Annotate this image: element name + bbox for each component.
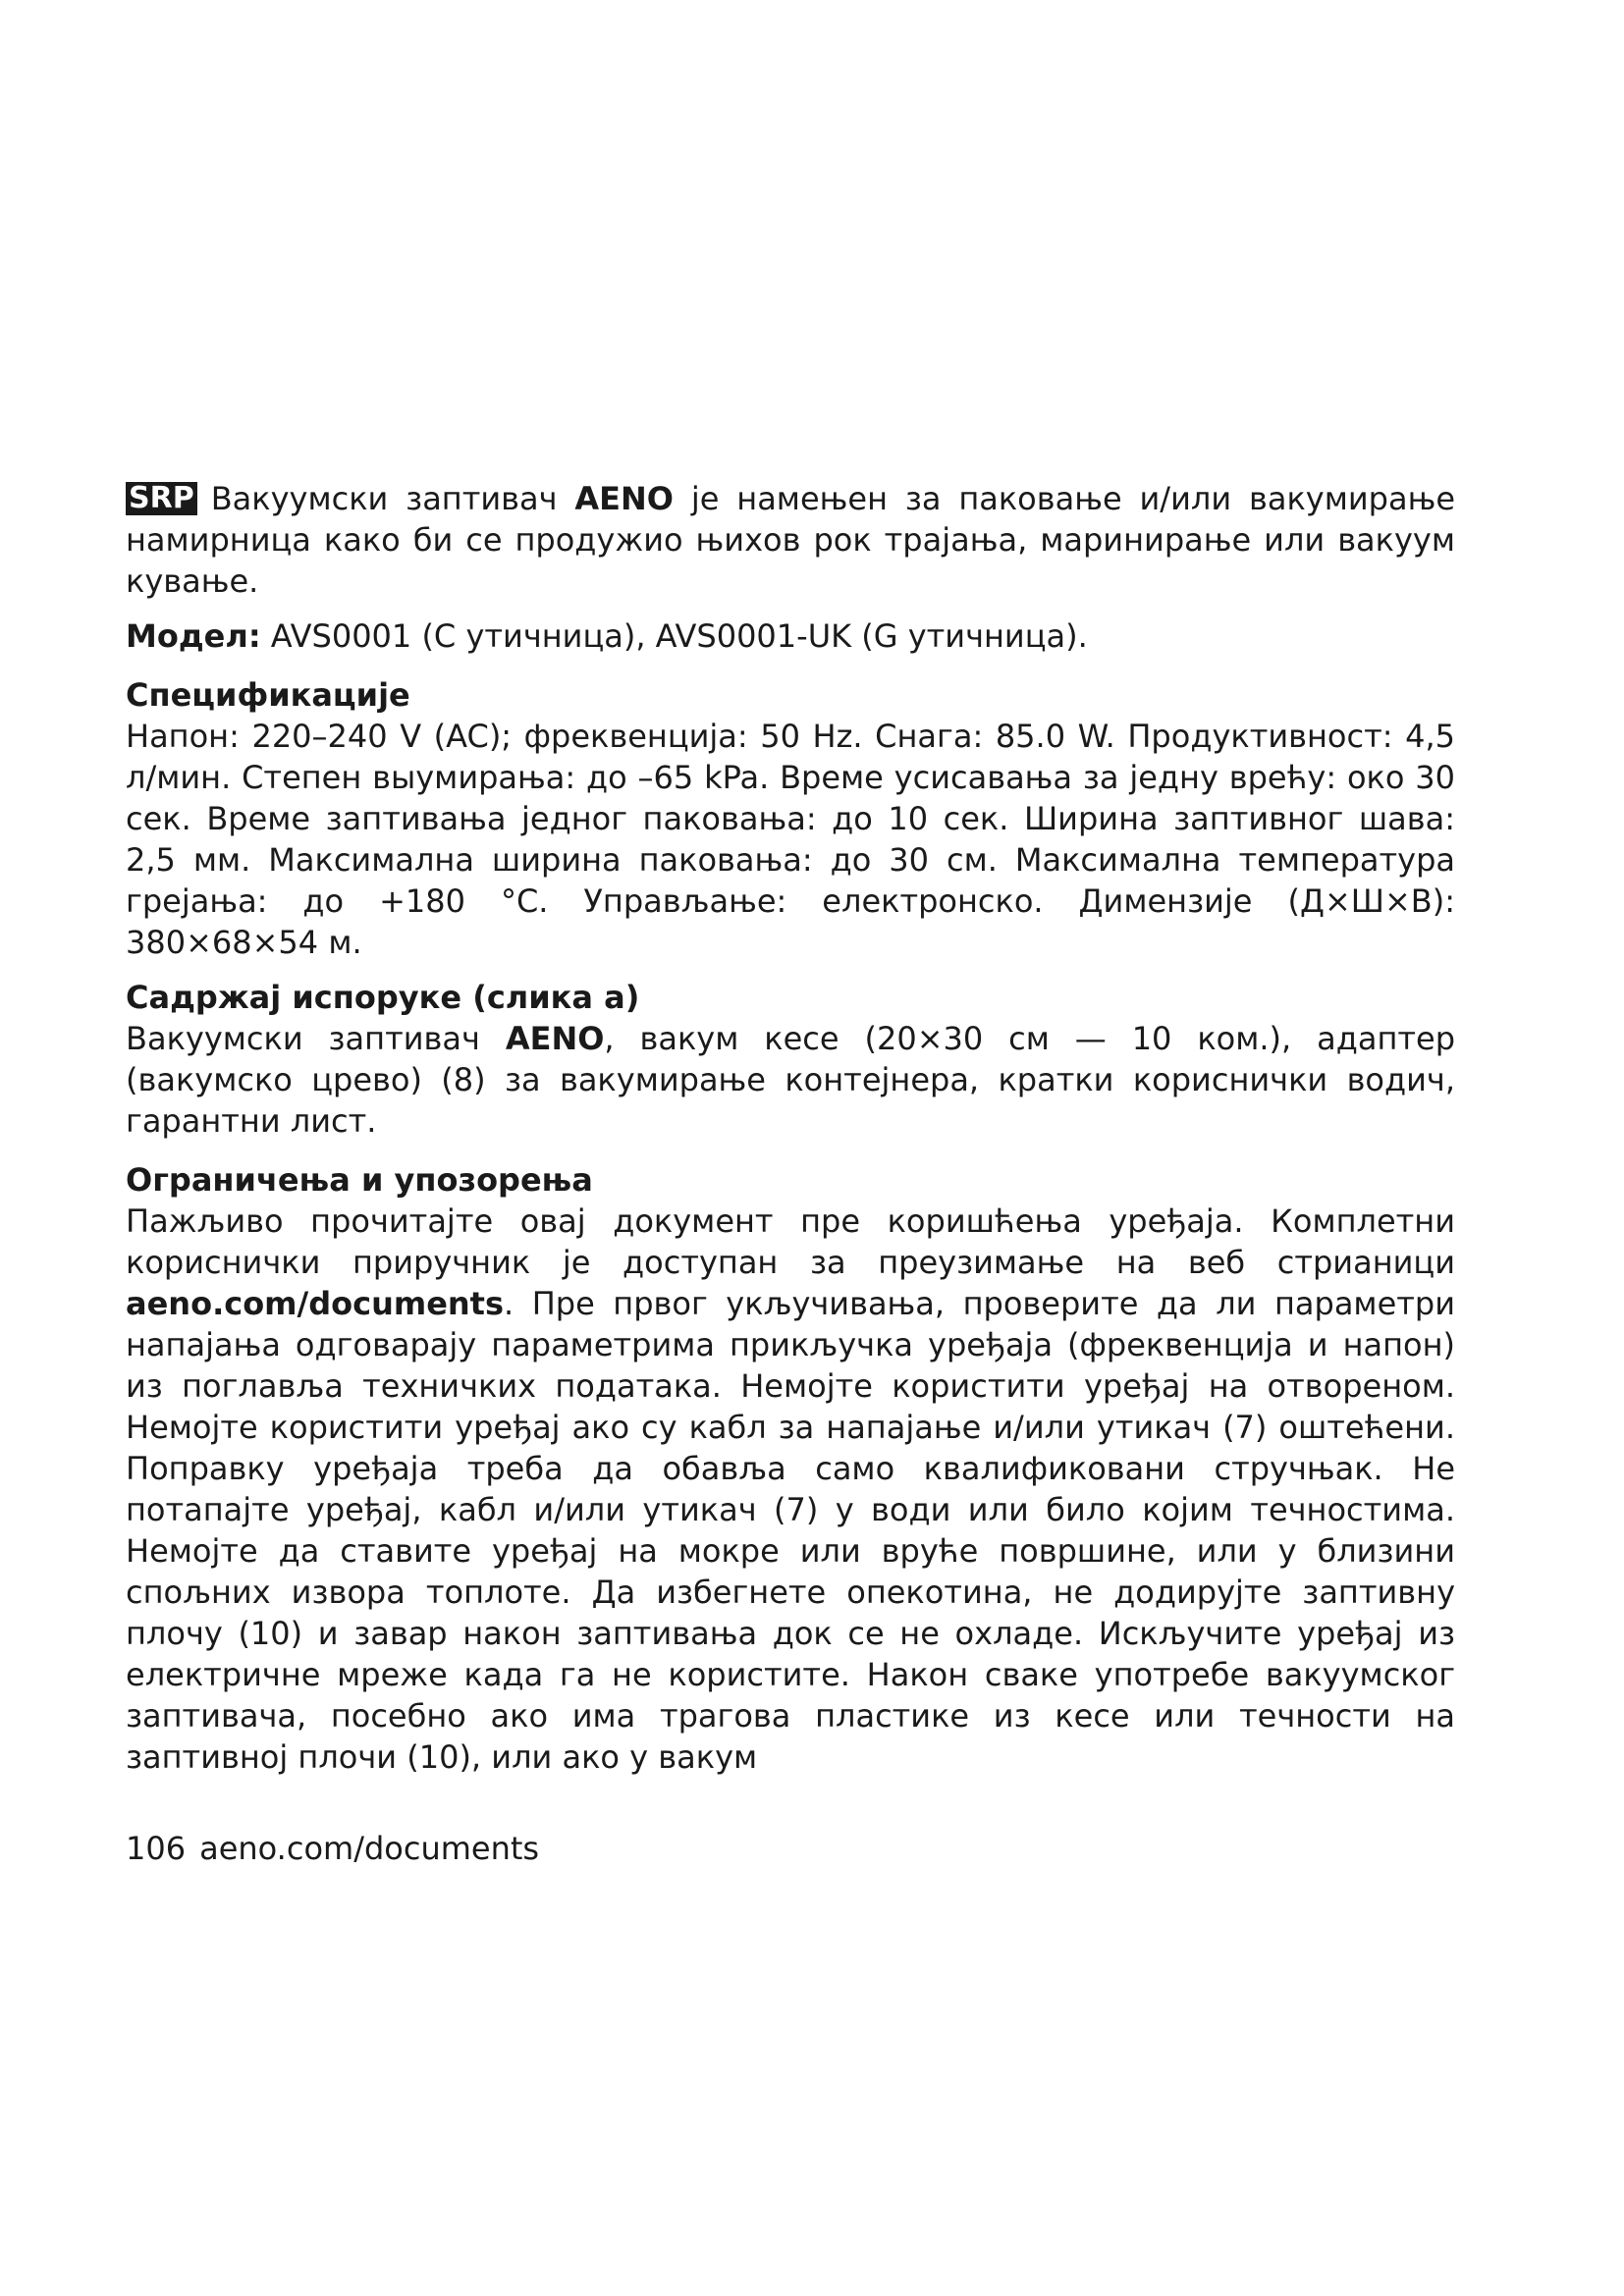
manual-page-content <box>126 478 1455 1778</box>
warnings-text <box>126 1201 1455 1778</box>
specs-heading: Спецификације <box>126 676 410 714</box>
warnings-text-2: . Пре првог укључивања, проверите да ли параметри напајања одговарају параметрима прикључка уређаја (фреквенција и напон) из поглавља техничких података. Немојте користити уређај на отвореном. Немојте користити уређај ако су кабл за напајање и/или утикач (7) оштећени. Поправку уређаја треба да обавља само квалификовани стручњак. Не потапајте уређај, кабл и/или утикач (7) у води или било којим течностима. Немојте да ставите уређај на мокре или вруће површине, или у близини спољних извора топлоте. Да избегнете опекотина, не додирујте заптивну плочу (10) и завар након заптивања док се не охладе. Искључите уређај из електричне мреже када га не користите. Након сваке употребе вакуумског заптивача, посебно ако има трагова пластике из кесе или течности на заптивној плочи (10), или ако у вакум <box>126 1285 1455 1776</box>
delivery-text-1: Вакуумски заптивач <box>126 1020 506 1057</box>
intro-text-1: Вакуумски заптивач <box>210 480 575 517</box>
page-footer <box>126 1828 539 1869</box>
language-badge: SRP <box>126 482 197 515</box>
intro-brand: AENO <box>574 480 674 517</box>
warnings-text-1: Пажљиво прочитајте овај документ пре коришћења уређаја. Комплетни кориснички приручник је доступан за преузимање на веб стрианици <box>126 1202 1455 1281</box>
intro-paragraph <box>126 478 1455 602</box>
footer-url[interactable]: aeno.com/documents <box>199 1830 540 1867</box>
documents-link[interactable]: aeno.com/documents <box>126 1285 505 1322</box>
delivery-heading: Садржај испоруке (слика а) <box>126 979 640 1016</box>
model-label: Модел: <box>126 617 261 655</box>
page-number: 106 <box>126 1830 187 1867</box>
intro-text-2: је намењен за паковање и/или вакумирање намирница како би се продужио њихов рок трајања, маринирање или вакуум кување. <box>126 480 1456 600</box>
warnings-heading: Ограничења и упозорења <box>126 1161 593 1199</box>
delivery-text-2: , вакум кесе (20×30 см — 10 ком.), адаптер (вакумско црево) (8) за вакумирање контејнера, кратки кориснички водич, гарантни лист. <box>126 1020 1456 1140</box>
delivery-text <box>126 1018 1455 1142</box>
delivery-brand: AENO <box>505 1020 605 1057</box>
model-line <box>126 615 1455 657</box>
specs-text: Напон: 220–240 V (AC); фреквенција: 50 Hz. Снага: 85.0 W. Продуктивност: 4,5 л/мин. Степен выумирања: до –65 kPa. Време усисавања за једну врећу: око 30 сек. Време заптивања једног паковања: до 10 сек. Ширина заптивног шава: 2,5 мм. Максимална ширина паковања: до 30 см. Максимална температура грејања: до +180 °C. Управљање: електронско. Димензије (Д×Ш×В): 380×68×54 м. <box>126 718 1455 961</box>
model-value: AVS0001 (C утичница), AVS0001-UK (G утичница). <box>260 617 1088 655</box>
